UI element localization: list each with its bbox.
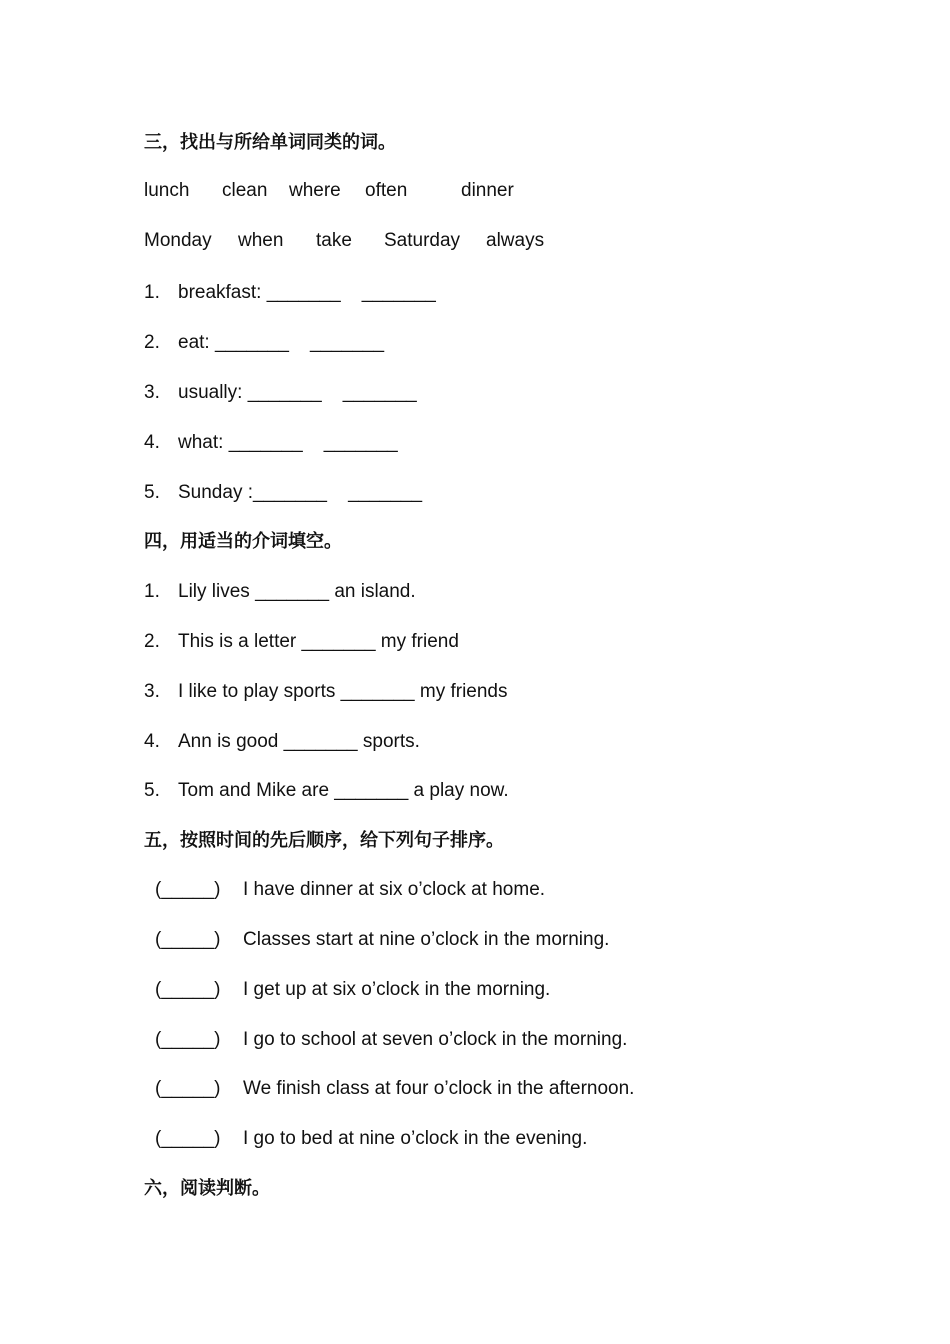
item-text: breakfast: _______ _______: [178, 282, 436, 303]
item-text: This is a letter _______ my friend: [178, 631, 459, 652]
item-number: 3.: [144, 382, 160, 403]
word-bank-item: lunch: [144, 180, 190, 201]
item-number: 5.: [144, 482, 160, 503]
item-text: what: _______ _______: [178, 432, 398, 453]
item-text: eat: _______ _______: [178, 332, 385, 353]
section4-item: [144, 680, 508, 704]
ordering-item: [155, 928, 609, 952]
item-number: 3.: [144, 681, 160, 702]
section3-item: [144, 481, 422, 505]
word-bank-item: always: [486, 230, 545, 251]
item-text: Ann is good _______ sports.: [178, 731, 420, 752]
word-bank-item: clean: [222, 180, 268, 201]
order-blank: (_____): [155, 1078, 221, 1099]
item-text: I get up at six o’clock in the morning.: [243, 979, 551, 1000]
word-bank-item: where: [289, 180, 341, 201]
order-blank: (_____): [155, 1128, 221, 1149]
order-blank: (_____): [155, 1029, 221, 1050]
item-number: 2.: [144, 332, 160, 353]
order-blank: (_____): [155, 979, 221, 1000]
ordering-item: [155, 1077, 634, 1101]
item-number: 4.: [144, 731, 160, 752]
section3-item: [144, 431, 398, 455]
section3-item: [144, 331, 384, 355]
item-text: I go to bed at nine o’clock in the evening.: [243, 1128, 588, 1149]
item-number: 4.: [144, 432, 160, 453]
item-text: I like to play sports _______ my friends: [178, 681, 508, 702]
section5-heading: 五，按照时间的先后顺序，给下列句子排序。: [144, 830, 504, 850]
item-text: We finish class at four o’clock in the afternoon.: [243, 1078, 635, 1099]
word-bank-item: Monday: [144, 230, 212, 251]
item-number: 5.: [144, 780, 160, 801]
item-text: I have dinner at six o’clock at home.: [243, 879, 546, 900]
item-text: Sunday :_______ _______: [178, 482, 423, 503]
section3-item: [144, 381, 417, 405]
section4-item: [144, 730, 420, 754]
item-text: Classes start at nine o’clock in the morning.: [243, 929, 610, 950]
ordering-item: [155, 978, 550, 1002]
ordering-item: [155, 1028, 627, 1052]
section4-item: [144, 630, 459, 654]
word-bank-item: dinner: [461, 180, 514, 201]
section3-item: [144, 281, 436, 305]
section6-heading: 六，阅读判断。: [144, 1178, 270, 1198]
section3-heading: 三，找出与所给单词同类的词。: [144, 132, 396, 152]
section4-item: [144, 580, 416, 604]
item-text: usually: _______ _______: [178, 382, 417, 403]
word-bank-item: often: [365, 180, 408, 201]
item-text: I go to school at seven o’clock in the morning.: [243, 1029, 628, 1050]
item-number: 2.: [144, 631, 160, 652]
section4-item: [144, 779, 509, 803]
item-number: 1.: [144, 581, 160, 602]
word-bank-item: when: [238, 230, 284, 251]
item-text: Tom and Mike are _______ a play now.: [178, 780, 509, 801]
item-text: Lily lives _______ an island.: [178, 581, 416, 602]
ordering-item: [155, 1127, 587, 1151]
ordering-item: [155, 878, 545, 902]
item-number: 1.: [144, 282, 160, 303]
word-bank-item: Saturday: [384, 230, 461, 251]
order-blank: (_____): [155, 929, 221, 950]
order-blank: (_____): [155, 879, 221, 900]
word-bank-item: take: [316, 230, 352, 251]
section4-heading: 四，用适当的介词填空。: [144, 531, 342, 551]
